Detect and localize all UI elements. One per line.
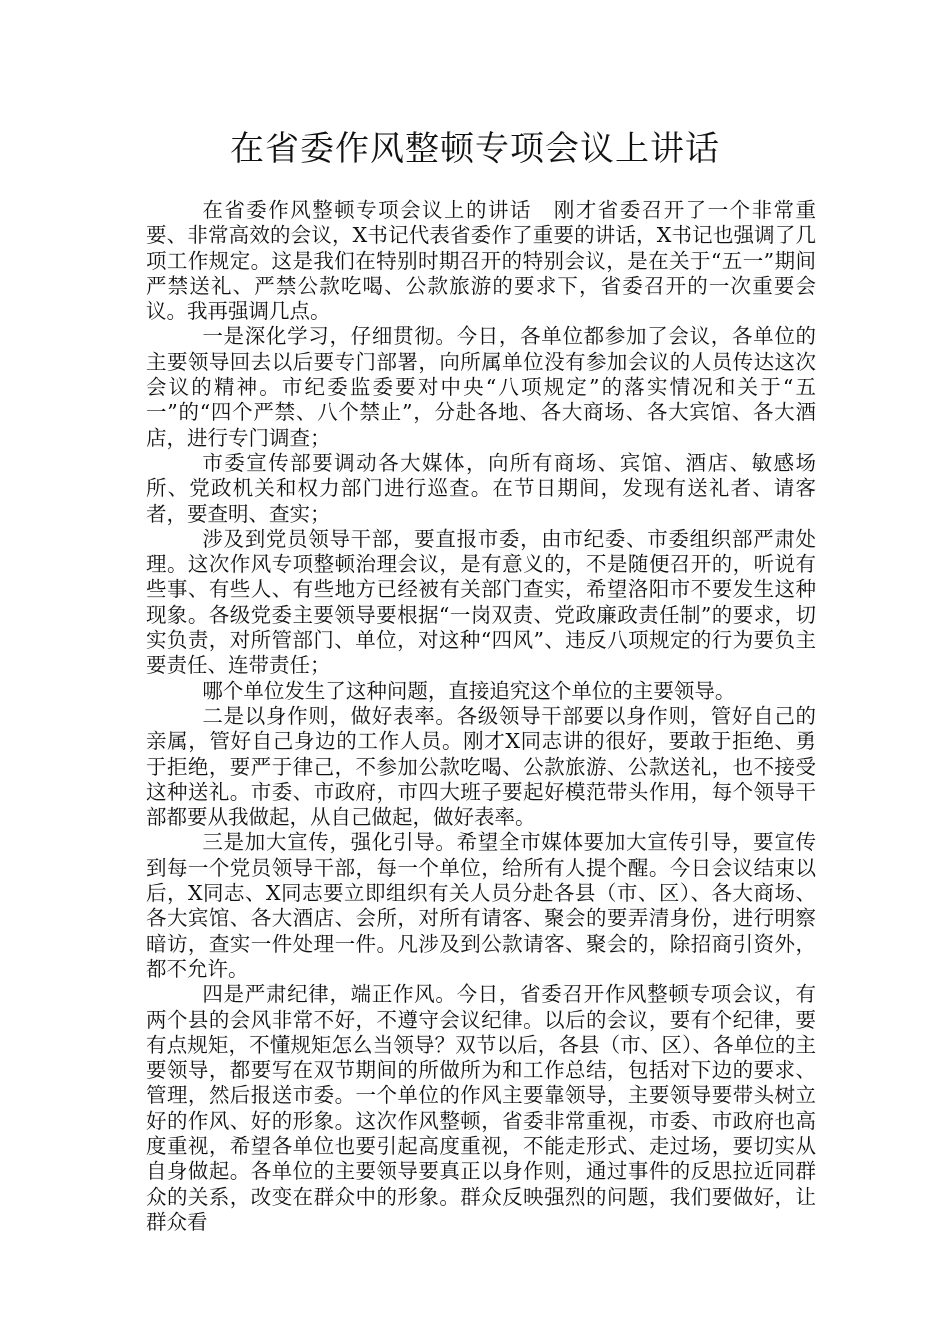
- paragraph: 哪个单位发生了这种问题，直接追究这个单位的主要领导。: [202, 678, 736, 703]
- document-body: [146, 198, 816, 1235]
- paragraph: 在省委作风整顿专项会议上的讲话 刚才省委召开了一个非常重要、非常高效的会议，X书记代表省委作了重要的讲话，X书记也强调了几项工作规定。这是我们在特别时期召开的特别会议，是在关于“五一”期间严禁送礼、严禁公款吃喝、公款旅游的要求下，省委召开的一次重要会议。我再强调几点。: [146, 198, 816, 324]
- paragraph: 二是以身作则，做好表率。各级领导干部要以身作则，管好自己的亲属，管好自己身边的工作人员。刚才X同志讲的很好，要敢于拒绝、勇于拒绝，要严于律己，不参加公款吃喝、公款旅游、公款送礼，也不接受这种送礼。市委、市政府，市四大班子要起好模范带头作用，每个领导干部都要从我做起，从自己做起，做好表率。: [146, 703, 816, 830]
- paragraph: 市委宣传部要调动各大媒体，向所有商场、宾馆、酒店、敏感场所、党政机关和权力部门进行巡查。在节日期间，发现有送礼者、请客者，要查明、查实；: [146, 450, 816, 526]
- document-title: 在省委作风整顿专项会议上讲话: [230, 129, 720, 169]
- paragraph: 涉及到党员领导干部，要直报市委，由市纪委、市委组织部严肃处理。这次作风专项整顿治理会议，是有意义的，不是随便召开的，听说有些事、有些人、有些地方已经被有关部门查实，希望洛阳市不要发生这种现象。各级党委主要领导要根据“一岗双责、党政廉政责任制”的要求，切实负责，对所管部门、单位，对这种“四风”、违反八项规定的行为要负主要责任、连带责任；: [146, 526, 816, 678]
- paragraph: 四是严肃纪律，端正作风。今日，省委召开作风整顿专项会议，有两个县的会风非常不好，不遵守会议纪律。以后的会议，要有个纪律，要有点规矩，不懂规矩怎么当领导？双节以后，各县（市、区）、各单位的主要领导，都要写在双节期间的所做所为和工作总结，包括对下边的要求、管理，然后报送市委。一个单位的作风主要靠领导，主要领导要带头树立好的作风、好的形象。这次作风整顿，省委非常重视，市委、市政府也高度重视，希望各单位也要引起高度重视，不能走形式、走过场，要切实从自身做起。各单位的主要领导要真正以身作则，通过事件的反思拉近同群众的关系，改变在群众中的形象。群众反映强烈的问题，我们要做好，让群众看: [146, 982, 816, 1234]
- paragraph: 三是加大宣传，强化引导。希望全市媒体要加大宣传引导，要宣传到每一个党员领导干部，每一个单位，给所有人提个醒。今日会议结束以后，X同志、X同志要立即组织有关人员分赴各县（市、区）、各大商场、各大宾馆、各大酒店、会所，对所有请客、聚会的要弄清身份，进行明察暗访，查实一件处理一件。凡涉及到公款请客、聚会的，除招商引资外，都不允许。: [146, 830, 816, 981]
- paragraph: 一是深化学习，仔细贯彻。今日，各单位都参加了会议，各单位的主要领导回去以后要专门部署，向所属单位没有参加会议的人员传达这次会议的精神。市纪委监委要对中央“八项规定”的落实情况和关于“五一”的“四个严禁、八个禁止”，分赴各地、各大商场、各大宾馆、各大酒店，进行专门调查；: [146, 324, 816, 450]
